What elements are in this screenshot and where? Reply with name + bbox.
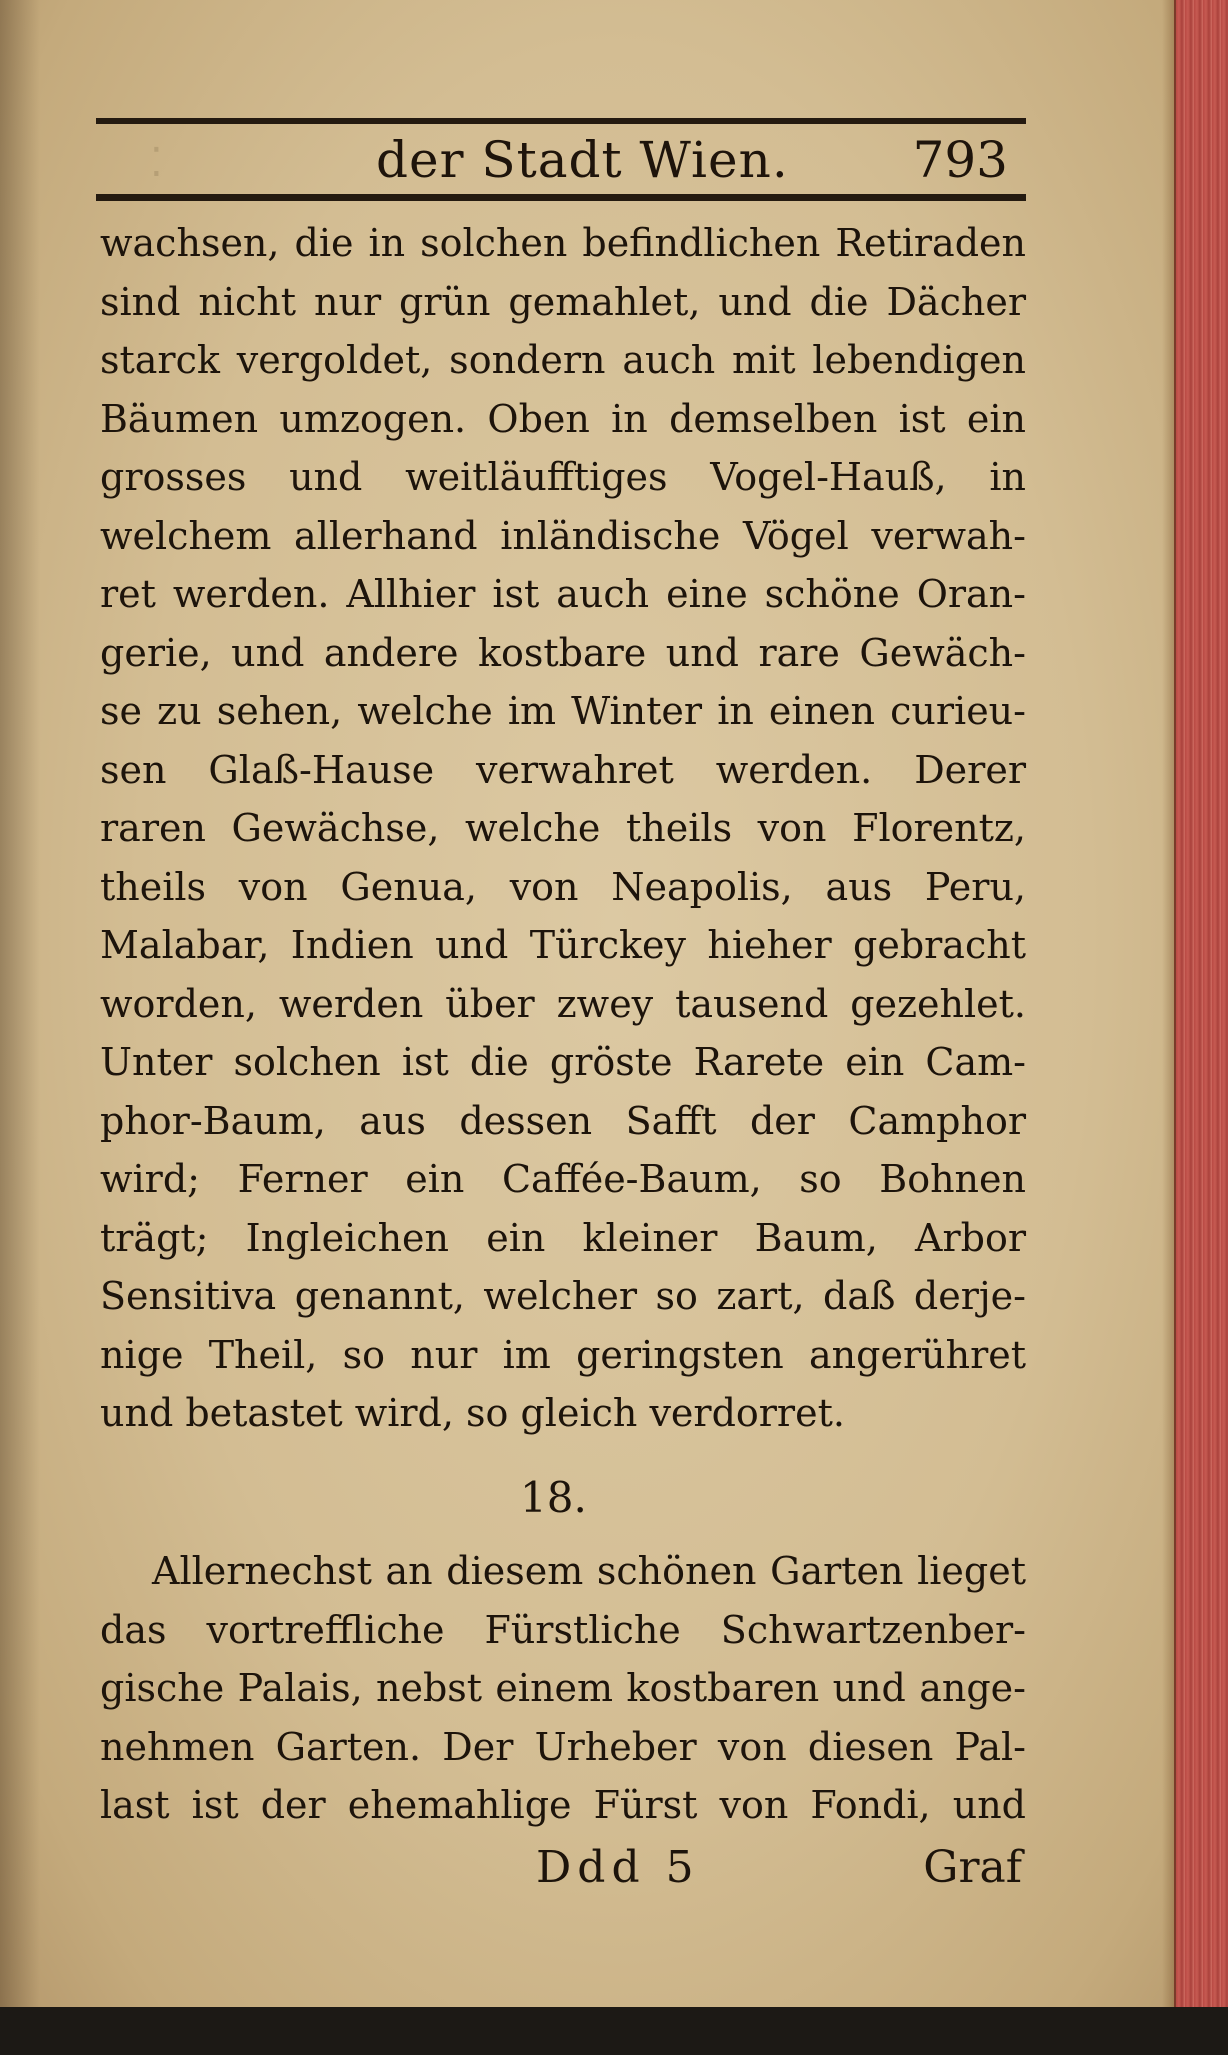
running-head — [96, 128, 1026, 192]
book-cover-edge — [0, 2007, 1228, 2055]
text-line: Unter solchen ist die gröste Rarete ein Cam- — [100, 1040, 1026, 1084]
text-line: und betastet wird, so gleich verdorret. — [100, 1391, 845, 1435]
text-line: nehmen Garten. Der Urheber von diesen Pal- — [100, 1724, 1026, 1769]
show-through-mark: ⁚ — [150, 140, 163, 186]
text-line: se zu sehen, welche im Winter in einen curieu- — [100, 689, 1026, 733]
text-line: sen Glaß-Hause verwahret werden. Derer — [100, 747, 1026, 792]
text-line: das vortreffliche Fürstliche Schwartzenber- — [100, 1607, 1026, 1652]
text-line: wachsen, die in solchen befindlichen Retiraden — [100, 221, 1026, 265]
catchword: Graf — [923, 1842, 1022, 1893]
text-line: nige Theil, so nur im geringsten angerühret — [100, 1332, 1026, 1377]
body-text — [100, 214, 1026, 1443]
page-footer — [100, 1836, 1026, 1900]
text-line: worden, werden über zwey tausend gezehlet. — [100, 981, 1026, 1026]
header-rule-bottom — [96, 194, 1026, 201]
text-line: Malabar, Indien und Türckey hieher gebracht — [100, 923, 1026, 967]
text-line: gerie, und andere kostbare und rare Gewäch- — [100, 630, 1026, 675]
text-line: welchem allerhand inländische Vögel verwah- — [100, 513, 1026, 558]
text-line: sind nicht nur grün gemahlet, und die Dächer — [100, 279, 1026, 324]
red-fore-edge — [1174, 0, 1228, 2055]
gutter-shadow — [0, 0, 40, 2055]
signature-mark: Ddd 5 — [536, 1842, 700, 1893]
text-line: last ist der ehemahlige Fürst von Fondi, und — [100, 1783, 1026, 1827]
text-line: phor-Baum, aus dessen Safft der Camphor — [100, 1098, 1026, 1143]
text-line: Bäumen umzogen. Oben in demselben ist ein — [100, 396, 1026, 441]
text-line: theils von Genua, von Neapolis, aus Peru, — [100, 864, 1026, 909]
text-line: ret werden. Allhier ist auch eine schöne Oran- — [100, 572, 1026, 616]
text-line: raren Gewächse, welche theils von Florentz, — [100, 806, 1026, 850]
running-head-title: der Stadt Wien. — [376, 131, 789, 189]
text-line: Allernechst an diesem schönen Garten lieget — [152, 1549, 1026, 1593]
text-line: trägt; Ingleichen ein kleiner Baum, Arbor — [100, 1215, 1026, 1260]
section-number: 18. — [520, 1473, 587, 1522]
text-line: grosses und weitläufftiges Vogel-Hauß, in — [100, 455, 1026, 499]
text-line: wird; Ferner ein Caffée-Baum, so Bohnen — [100, 1157, 1026, 1201]
header-rule-top — [96, 118, 1026, 124]
text-line: starck vergoldet, sondern auch mit lebendigen — [100, 338, 1026, 382]
page-number: 793 — [912, 131, 1008, 189]
text-line: Sensitiva genannt, welcher so zart, daß derje- — [100, 1274, 1026, 1318]
text-line: gische Palais, nebst einem kostbaren und ange- — [100, 1666, 1026, 1710]
section-text — [100, 1542, 1026, 1835]
